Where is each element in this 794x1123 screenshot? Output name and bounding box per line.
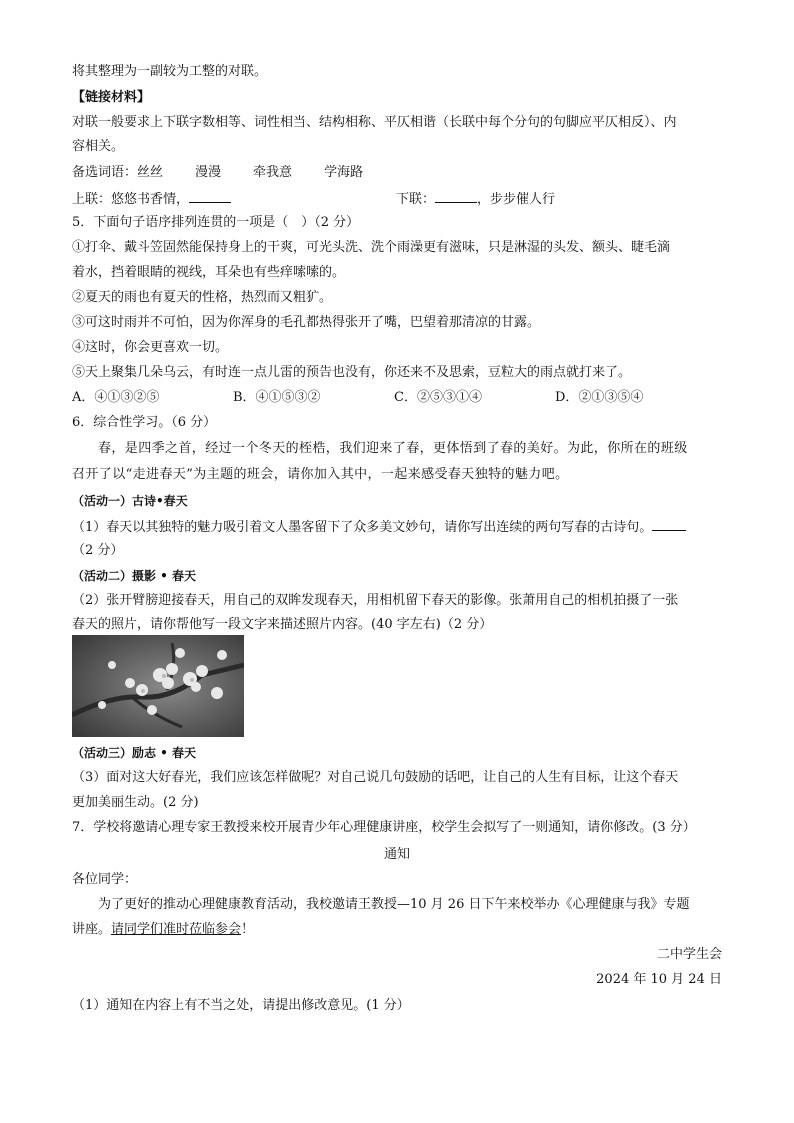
couplet-lower-tail: ，步步催人行 — [477, 192, 556, 207]
q6-intro-2: 召开了以“走进春天”为主题的班会，请你加入其中，一起来感受春天独特的魅力吧。 — [72, 467, 569, 482]
couplet-upper — [72, 189, 231, 209]
q6-intro-1: 春，是四季之首，经过一个冬天的桎梏，我们迎来了春，更体悟到了春的美好。为此，你所在的班级 — [98, 441, 688, 456]
q6-activity-3: （活动三）励志 • 春天 — [72, 746, 197, 760]
link-heading: 【链接材料】 — [72, 90, 151, 105]
notice-signer: 二中学生会 — [656, 947, 722, 962]
q6-act3-question-2: 更加美丽生动。(2 分) — [72, 795, 199, 810]
couplet-lower — [396, 189, 555, 209]
word-bank-label: 备选词语： — [72, 165, 138, 180]
notice-date: 2024 年 10 月 24 日 — [596, 972, 722, 987]
link-text-2: 容相关。 — [72, 139, 125, 154]
notice-title: 通知 — [383, 847, 410, 862]
q5-sentence-1a: ①打伞、戴斗笠固然能保持身上的干爽，可光头洗、洗个雨澡更有滋味，只是淋湿的头发、额头、睫毛滴 — [72, 240, 671, 255]
q5-sentence-1b: 着水，挡着眼睛的视线，耳朵也有些痒嗦嗦的。 — [72, 265, 346, 280]
notice-body-2-underlined: 请同学们准时莅临参会 — [111, 922, 242, 937]
q5-sentence-5: ⑤天上聚集几朵乌云，有时连一点儿雷的预告也没有，你还来不及思索，豆粒大的雨点就打来了。 — [72, 365, 632, 380]
q7-stem: 7．学校将邀请心理专家王教授来校开展青少年心理健康讲座，校学生会拟写了一则通知，请你修改。(3 分） — [72, 820, 696, 835]
blossom-image — [72, 635, 244, 737]
q6-act3-question-1: （3）面对这大好春光，我们应该怎样做呢？对自己说几句鼓励的话吧，让自己的人生有目标，让这个春天 — [72, 770, 679, 785]
couplet-lower-blank[interactable] — [435, 189, 477, 203]
q5-stem: 5．下面句子语序排列连贯的一项是（ ）（2 分） — [72, 215, 360, 230]
q5-option-b[interactable]: B．④①⑤③② — [233, 390, 321, 405]
q5-sentence-4: ④这时，你会更喜欢一切。 — [72, 340, 229, 355]
q6-stem: 6．综合性学习。（6 分） — [72, 415, 217, 430]
q6-act1-question — [72, 517, 686, 537]
q6-act2-question-2: 春天的照片，请你帮他写一段文字来描述照片内容。(40 字左右)（2 分） — [72, 617, 493, 632]
q5-option-a[interactable]: A．④①③②⑤ — [72, 390, 160, 405]
word-3: 牵我意 — [253, 165, 293, 180]
q6-activity-2: （活动二）摄影 • 春天 — [72, 569, 197, 583]
q5-sentence-3: ③可这时雨并不可怕，因为你浑身的毛孔都热得张开了嘴，巴望着那清凉的甘露。 — [72, 315, 541, 330]
word-1: 丝丝 — [137, 165, 164, 180]
notice-body-2-end: ！ — [241, 922, 255, 937]
q6-act1-answer-blank[interactable] — [652, 517, 686, 531]
notice-greeting: 各位同学： — [72, 872, 138, 887]
word-2: 漫漫 — [195, 165, 222, 180]
q6-act1-score: （2 分） — [72, 543, 124, 558]
q5-option-c[interactable]: C．②⑤③①④ — [394, 390, 482, 405]
couplet-upper-blank[interactable] — [189, 189, 231, 203]
q6-act1-question-text: （1）春天以其独特的魅力吸引着文人墨客留下了众多美文妙句，请你写出连续的两句写春的古诗句。 — [72, 520, 653, 535]
notice-body-2 — [72, 921, 254, 939]
couplet-lower-label: 下联： — [396, 192, 436, 207]
q7-sub-question-1: （1）通知在内容上有不当之处，请提出修改意见。(1 分） — [72, 998, 410, 1013]
spring-blossom-photo — [72, 635, 244, 737]
q6-act2-question-1: （2）张开臂膀迎接春天，用自己的双眸发现春天，用相机留下春天的影像。张萧用自己的相机拍摄了一张 — [72, 593, 679, 608]
q5-option-d[interactable]: D．②①③⑤④ — [555, 390, 644, 405]
couplet-upper-label: 上联：悠悠书香情， — [72, 192, 190, 207]
q6-activity-1: （活动一）古诗•春天 — [72, 494, 188, 508]
notice-body-1: 为了更好的推动心理健康教育活动，我校邀请王教授—10 月 26 日下午来校举办《心理健康与我》专题 — [98, 897, 690, 912]
word-4: 学海路 — [324, 165, 364, 180]
word-bank — [72, 164, 363, 182]
link-text-1: 对联一般要求上下联字数相等、词性相当、结构相称、平仄相谐（长联中每个分句的句脚应平仄相反）、内 — [72, 115, 677, 130]
q5-sentence-2: ②夏天的雨也有夏天的性格，热烈而又粗犷。 — [72, 290, 333, 305]
notice-body-2-plain: 讲座。 — [72, 922, 112, 937]
intro-line: 将其整理为一副较为工整的对联。 — [72, 64, 268, 79]
